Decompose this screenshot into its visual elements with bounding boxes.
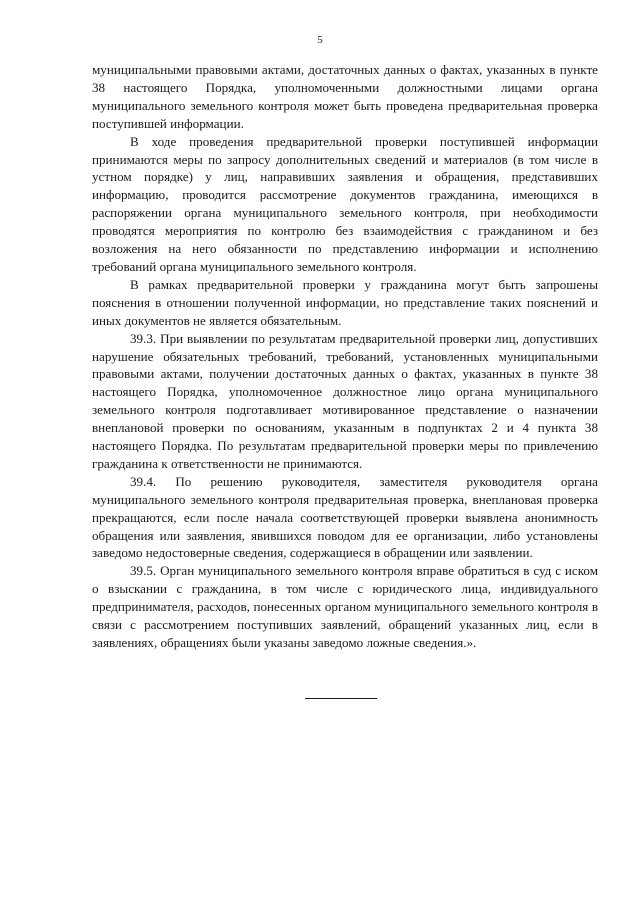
paragraph-39-4: 39.4. По решению руководителя, заместителя руководителя органа муниципального земельного контроля предварительная проверка, внеплановая проверка прекращаются, если после начала соответствующей проверки выявлена анонимность обращения или заявления, явившихся поводом для ее организации, либо установлены заведомо недостоверные сведения, содержащиеся в обращении или заявлении.: [92, 473, 598, 561]
paragraph-39-3: 39.3. При выявлении по результатам предварительной проверки лиц, допустивших нарушение обязательных требований, требований, установленных муниципальными правовыми актами, получении достаточных данных о фактах, указанных в пункте 38 настоящего Порядка, уполномоченное должностное лицо органа муниципального земельного контроля подготавливает мотивированное представление о назначении внеплановой проверки по основаниям, указанным в подпунктах 2 и 4 пункта 38 настоящего Порядка. По результатам предварительной проверки меры по привлечению гражданина к ответственности не принимаются.: [92, 330, 598, 471]
closing-rule: [305, 698, 377, 699]
document-body: [92, 61, 598, 652]
paragraph-preliminary-check: В ходе проведения предварительной проверки поступившей информации принимаются меры по запросу дополнительных сведений и материалов (в том числе в устном порядке) у лиц, направивших заявления и обращения, представивших информацию, проводится рассмотрение документов гражданина, имеющихся в распоряжении органа муниципального земельного контроля, при необходимости проводятся мероприятия по контролю без взаимодействия с гражданином и без возложения на него обязанности по представлению информации и исполнению требований органа муниципального земельного контроля.: [92, 133, 598, 274]
page-number: 5: [317, 34, 323, 46]
paragraph-continuation: муниципальными правовыми актами, достаточных данных о фактах, указанных в пункте 38 настоящего Порядка, уполномоченными должностными лицами органа муниципального земельного контроля может быть проведена предварительная проверка поступившей информации.: [92, 62, 598, 131]
paragraph-39-5: 39.5. Орган муниципального земельного контроля вправе обратиться в суд с иском о взыскании с гражданина, в том числе с юридического лица, индивидуального предпринимателя, расходов, понесенных органом муниципального земельного контроля в связи с рассмотрением поступивших заявлений, обращений указанных лиц, если в заявлениях, обращениях были указаны заведомо ложные сведения.».: [92, 563, 598, 650]
paragraph-explanations: В рамках предварительной проверки у гражданина могут быть запрошены пояснения в отношении полученной информации, но представление таких пояснений и иных документов не является обязательным.: [92, 276, 598, 328]
